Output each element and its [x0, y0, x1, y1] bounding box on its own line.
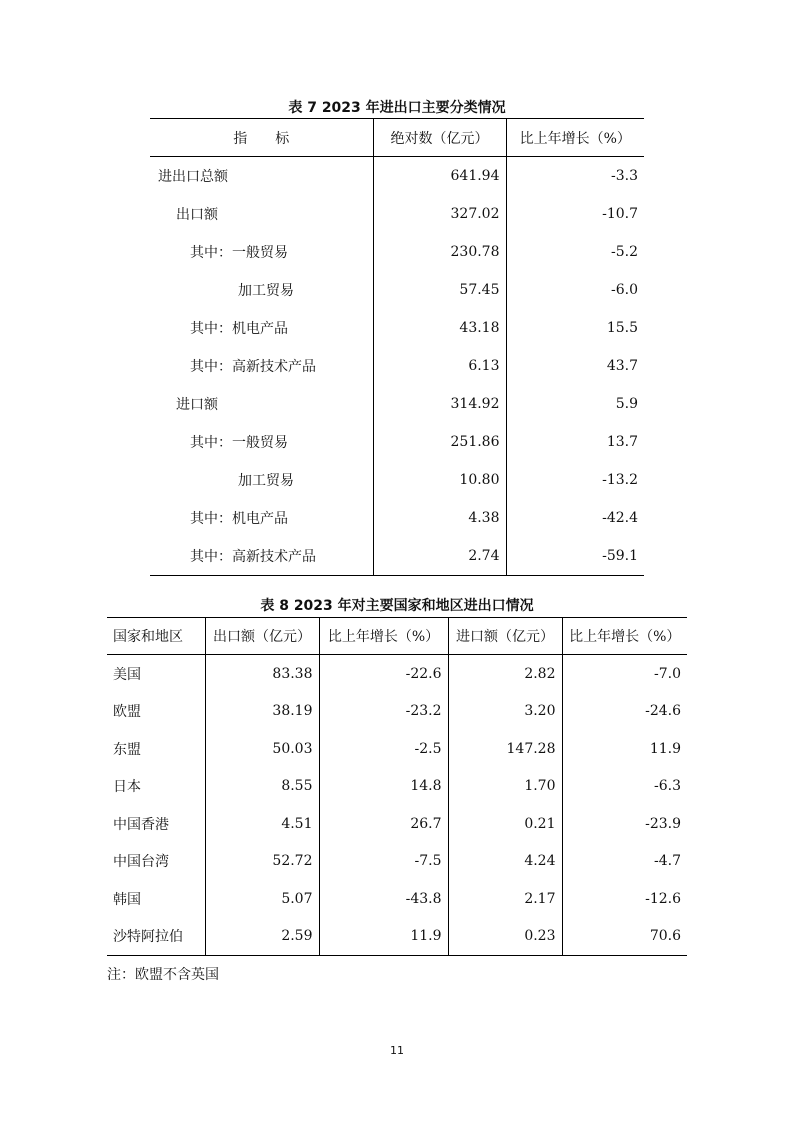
absolute-value: 230.78 [373, 233, 506, 271]
export-value: 8.55 [205, 768, 319, 806]
export-growth: 14.8 [319, 768, 448, 806]
table-row [107, 693, 687, 731]
export-value: 4.51 [205, 805, 319, 843]
export-value: 50.03 [205, 730, 319, 768]
table-header-row [107, 618, 687, 655]
country-region-name: 韩国 [113, 891, 141, 908]
absolute-value: 10.80 [373, 461, 506, 499]
export-growth: -7.5 [319, 843, 448, 881]
import-value: 147.28 [448, 730, 562, 768]
column-header-absolute-value: 绝对数（亿元） [373, 119, 506, 157]
table-row [150, 461, 644, 499]
growth-rate: 13.7 [506, 423, 644, 461]
export-value: 2.59 [205, 918, 319, 956]
import-value: 0.21 [448, 805, 562, 843]
import-growth: -6.3 [562, 768, 687, 806]
country-region-trade-table [107, 617, 687, 956]
country-region-name: 沙特阿拉伯 [113, 929, 183, 946]
table-row [150, 157, 644, 196]
table-row [150, 233, 644, 271]
absolute-value: 641.94 [373, 157, 506, 196]
country-region-name: 美国 [113, 666, 141, 683]
import-growth: -12.6 [562, 880, 687, 918]
row-label: 其中：一般贸易 [190, 245, 288, 261]
country-region-name: 欧盟 [113, 704, 141, 721]
footnote: 注：欧盟不含英国 [107, 967, 219, 983]
row-label: 进口额 [176, 397, 218, 413]
column-header-import: 进口额（亿元） [448, 618, 562, 655]
import-export-category-table [150, 118, 644, 576]
table-row [150, 271, 644, 309]
column-header-indicator: 指 标 [150, 119, 373, 157]
table-row [107, 768, 687, 806]
export-value: 83.38 [205, 655, 319, 693]
export-value: 5.07 [205, 880, 319, 918]
row-label: 出口额 [176, 207, 218, 223]
import-value: 0.23 [448, 918, 562, 956]
table-row [150, 385, 644, 423]
country-region-name: 东盟 [113, 741, 141, 758]
row-label: 其中：机电产品 [190, 321, 288, 337]
table-row [107, 918, 687, 956]
country-region-name: 中国台湾 [113, 854, 169, 871]
country-region-name: 日本 [113, 779, 141, 796]
table-row [150, 423, 644, 461]
import-growth: 70.6 [562, 918, 687, 956]
column-header-import-growth: 比上年增长（%） [562, 618, 687, 655]
column-header-export: 出口额（亿元） [205, 618, 319, 655]
growth-rate: -59.1 [506, 537, 644, 576]
import-growth: -7.0 [562, 655, 687, 693]
import-growth: -4.7 [562, 843, 687, 881]
import-value: 1.70 [448, 768, 562, 806]
absolute-value: 4.38 [373, 499, 506, 537]
table-row [107, 843, 687, 881]
column-header-export-growth: 比上年增长（%） [319, 618, 448, 655]
export-growth: -22.6 [319, 655, 448, 693]
table-row [150, 347, 644, 385]
absolute-value: 43.18 [373, 309, 506, 347]
import-value: 3.20 [448, 693, 562, 731]
table-row [150, 499, 644, 537]
column-header-country-region: 国家和地区 [107, 618, 205, 655]
table-row [107, 880, 687, 918]
table-row [107, 655, 687, 693]
absolute-value: 251.86 [373, 423, 506, 461]
table-row [150, 537, 644, 576]
import-value: 2.17 [448, 880, 562, 918]
export-growth: 11.9 [319, 918, 448, 956]
table8-title: 表 8 2023 年对主要国家和地区进出口情况 [260, 598, 534, 614]
row-label: 加工贸易 [238, 283, 294, 299]
column-header-growth: 比上年增长（%） [506, 119, 644, 157]
absolute-value: 2.74 [373, 537, 506, 576]
country-region-name: 中国香港 [113, 816, 169, 833]
growth-rate: -6.0 [506, 271, 644, 309]
growth-rate: -10.7 [506, 195, 644, 233]
table-row [107, 805, 687, 843]
row-label: 进出口总额 [158, 169, 228, 185]
import-value: 4.24 [448, 843, 562, 881]
absolute-value: 6.13 [373, 347, 506, 385]
row-label: 其中：高新技术产品 [190, 359, 316, 375]
growth-rate: -13.2 [506, 461, 644, 499]
table-row [107, 730, 687, 768]
import-value: 2.82 [448, 655, 562, 693]
absolute-value: 314.92 [373, 385, 506, 423]
absolute-value: 57.45 [373, 271, 506, 309]
row-label: 其中：一般贸易 [190, 435, 288, 451]
export-value: 52.72 [205, 843, 319, 881]
table-header-row [150, 119, 644, 157]
export-value: 38.19 [205, 693, 319, 731]
row-label: 其中：高新技术产品 [190, 549, 316, 565]
export-growth: -2.5 [319, 730, 448, 768]
import-growth: -23.9 [562, 805, 687, 843]
page-number: 11 [390, 1044, 404, 1057]
row-label: 加工贸易 [238, 473, 294, 489]
table7-title: 表 7 2023 年进出口主要分类情况 [288, 100, 506, 116]
growth-rate: -42.4 [506, 499, 644, 537]
row-label: 其中：机电产品 [190, 511, 288, 527]
import-growth: -24.6 [562, 693, 687, 731]
growth-rate: 5.9 [506, 385, 644, 423]
growth-rate: 15.5 [506, 309, 644, 347]
growth-rate: -3.3 [506, 157, 644, 196]
export-growth: -23.2 [319, 693, 448, 731]
import-growth: 11.9 [562, 730, 687, 768]
growth-rate: 43.7 [506, 347, 644, 385]
growth-rate: -5.2 [506, 233, 644, 271]
absolute-value: 327.02 [373, 195, 506, 233]
export-growth: -43.8 [319, 880, 448, 918]
export-growth: 26.7 [319, 805, 448, 843]
table-row [150, 195, 644, 233]
table-row [150, 309, 644, 347]
